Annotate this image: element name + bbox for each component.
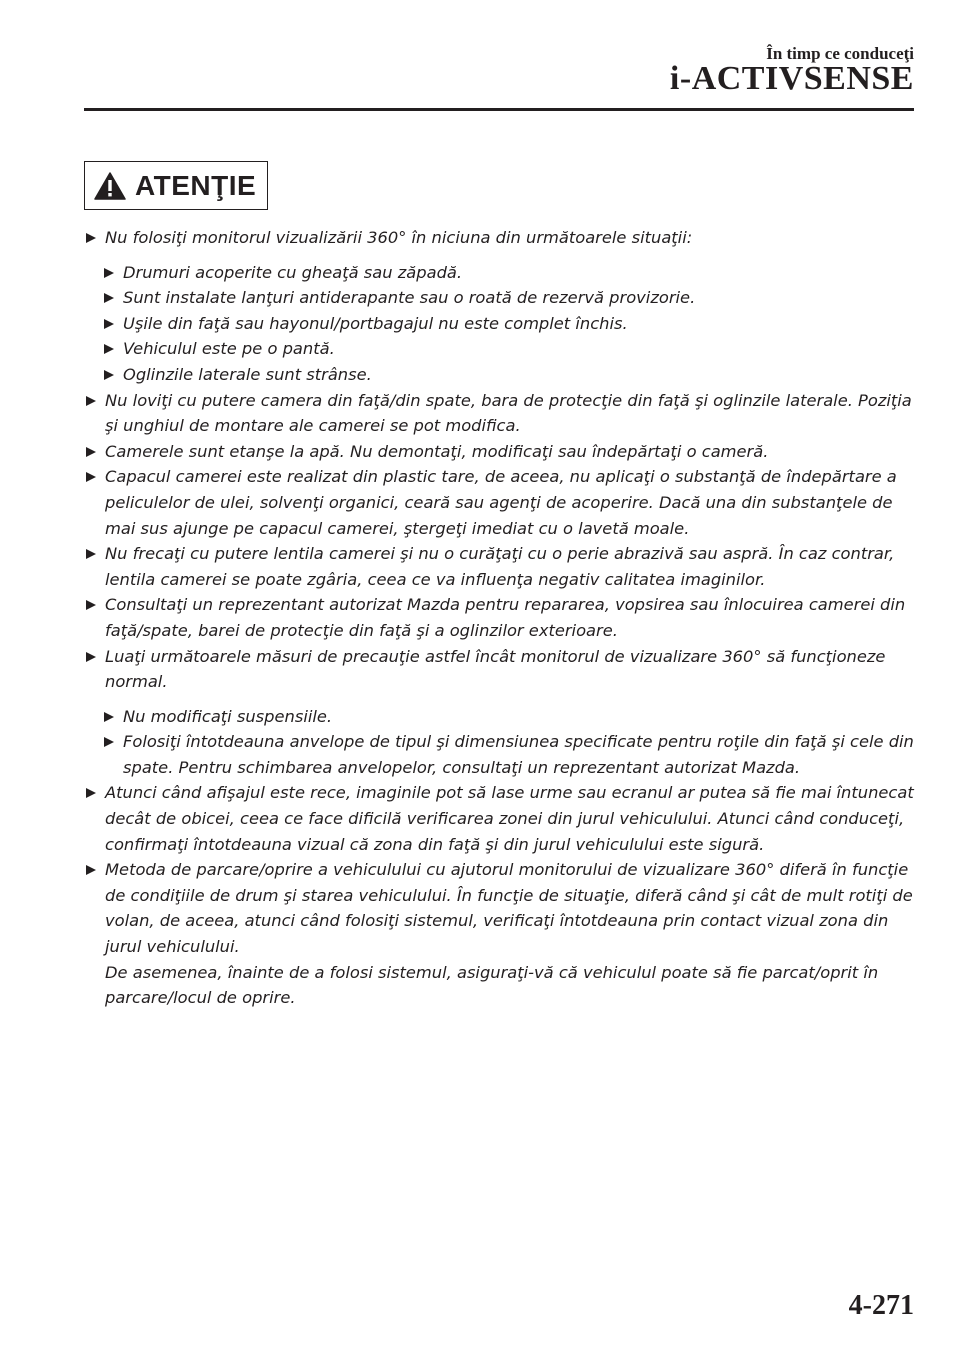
sub-bullet-item xyxy=(104,729,916,780)
bullet-text: Oglinzile laterale sunt strânse. xyxy=(123,364,372,384)
sub-bullet-item xyxy=(104,336,916,362)
bullet-item xyxy=(86,225,916,251)
bullet-item xyxy=(86,541,916,592)
bullet-text: Luaţi următoarele măsuri de precauţie astfel încât monitorul de vizualizare 360° să funcţioneze normal. xyxy=(105,646,886,692)
bullet-text: Drumuri acoperite cu gheaţă sau zăpadă. xyxy=(123,262,463,282)
page-number: 4-271 xyxy=(848,1290,914,1321)
bullet-text: Camerele sunt etanşe la apă. Nu demontaţi, modificaţi sau îndepărtaţi o cameră. xyxy=(105,441,769,461)
bullet-item xyxy=(86,439,916,465)
bullet-text: Folosiţi întotdeauna anvelope de tipul şi dimensiunea specificate pentru roţile din faţă şi cele din spate. Pentru schimbarea anvelopelor, consultaţi un reprezentant autorizat Mazda. xyxy=(123,732,914,777)
bullet-text: Consultaţi un reprezentant autorizat Mazda pentru repararea, vopsirea sau înlocuirea camerei din faţă/spate, barei de protecţie din faţă şi a oglinzilor exterioare. xyxy=(105,595,906,640)
bullet-text: Capacul camerei este realizat din plastic tare, de aceea, nu aplicaţi o substanţă de îndepărtare a peliculelor de ulei, solvenţi organici, ceară sau agenţi de acoperire. Dacă una din substanţele de mai sus ajunge pe capacul camerei, ştergeţi imediat cu o lavetă moale. xyxy=(105,467,897,538)
warning-content xyxy=(86,225,916,1011)
bullet-text: Nu frecaţi cu putere lentila camerei şi nu o curăţaţi cu o perie abrazivă sau aspră. În caz contrar, lentila camerei se poate zgâria, ceea ce va influenţa negativ calitatea imaginilor. xyxy=(105,544,895,589)
bullet-item xyxy=(86,857,916,1011)
bullet-triangle-icon xyxy=(104,293,114,303)
bullet-triangle-icon xyxy=(86,447,96,457)
bullet-item xyxy=(86,592,916,643)
bullet-item xyxy=(86,644,916,695)
bullet-triangle-icon xyxy=(104,344,114,354)
bullet-text: Uşile din faţă sau hayonul/portbagajul nu este complet închis. xyxy=(123,313,628,333)
bullet-triangle-icon xyxy=(86,788,96,798)
bullet-triangle-icon xyxy=(86,865,96,875)
bullet-triangle-icon xyxy=(104,737,114,747)
bullet-triangle-icon xyxy=(86,396,96,406)
bullet-text: Nu modificaţi suspensiile. xyxy=(123,706,333,726)
warning-label: ATENŢIE xyxy=(135,169,257,201)
bullet-text: Vehiculul este pe o pantă. xyxy=(123,339,335,359)
chapter-title: În timp ce conduceţi xyxy=(766,44,914,63)
warning-box xyxy=(84,161,268,210)
sub-bullet-item xyxy=(104,260,916,286)
sub-bullet-item xyxy=(104,362,916,388)
bullet-triangle-icon xyxy=(86,472,96,482)
sub-bullet-item xyxy=(104,311,916,337)
bullet-item xyxy=(86,464,916,541)
header-divider xyxy=(84,108,914,111)
bullet-triangle-icon xyxy=(104,319,114,329)
bullet-text: Metoda de parcare/oprire a vehiculului cu ajutorul monitorului de vizualizare 360° diferă în funcţie de condiţiile de drum şi starea vehiculului. În funcţie de situaţie, diferă când şi cât de mult rotiţi de volan, de aceea, atunci când folosiţi sistemul, verificaţi întotdeauna prin contact vizual zona din jurul vehiculului. xyxy=(105,860,913,957)
bullet-continuation: De asemenea, înainte de a folosi sistemul, asiguraţi-vă că vehiculul poate să fie parcat/oprit în parcare/locul de oprire. xyxy=(105,962,879,1008)
bullet-triangle-icon xyxy=(86,233,96,243)
bullet-text: Sunt instalate lanţuri antiderapante sau o roată de rezervă provizorie. xyxy=(123,288,696,308)
bullet-triangle-icon xyxy=(104,712,114,722)
bullet-item xyxy=(86,388,916,439)
bullet-triangle-icon xyxy=(86,549,96,559)
bullet-item xyxy=(86,780,916,857)
bullet-text: Atunci când afişajul este rece, imaginile pot să lase urme sau ecranul ar putea să fie mai întunecat decât de obicei, ceea ce face dificilă verificarea zonei din jurul vehiculului. Atunci când conduceţi, confirmaţi întotdeauna vizual că zona din faţă şi din jurul vehiculului este sigură. xyxy=(105,783,914,854)
bullet-triangle-icon xyxy=(104,370,114,380)
bullet-text: Nu folosiţi monitorul vizualizării 360° în niciuna din următoarele situaţii: xyxy=(105,228,693,247)
bullet-triangle-icon xyxy=(86,600,96,610)
sub-bullet-item xyxy=(104,285,916,311)
sub-bullet-item xyxy=(104,704,916,730)
warning-icon xyxy=(94,172,126,200)
bullet-triangle-icon xyxy=(104,268,114,278)
bullet-text: Nu loviţi cu putere camera din faţă/din spate, bara de protecţie din faţă şi oglinzile laterale. Poziţia şi unghiul de montare ale camerei se pot modifica. xyxy=(105,390,912,436)
bullet-triangle-icon xyxy=(86,652,96,662)
section-title: i-ACTIVSENSE xyxy=(669,60,914,97)
